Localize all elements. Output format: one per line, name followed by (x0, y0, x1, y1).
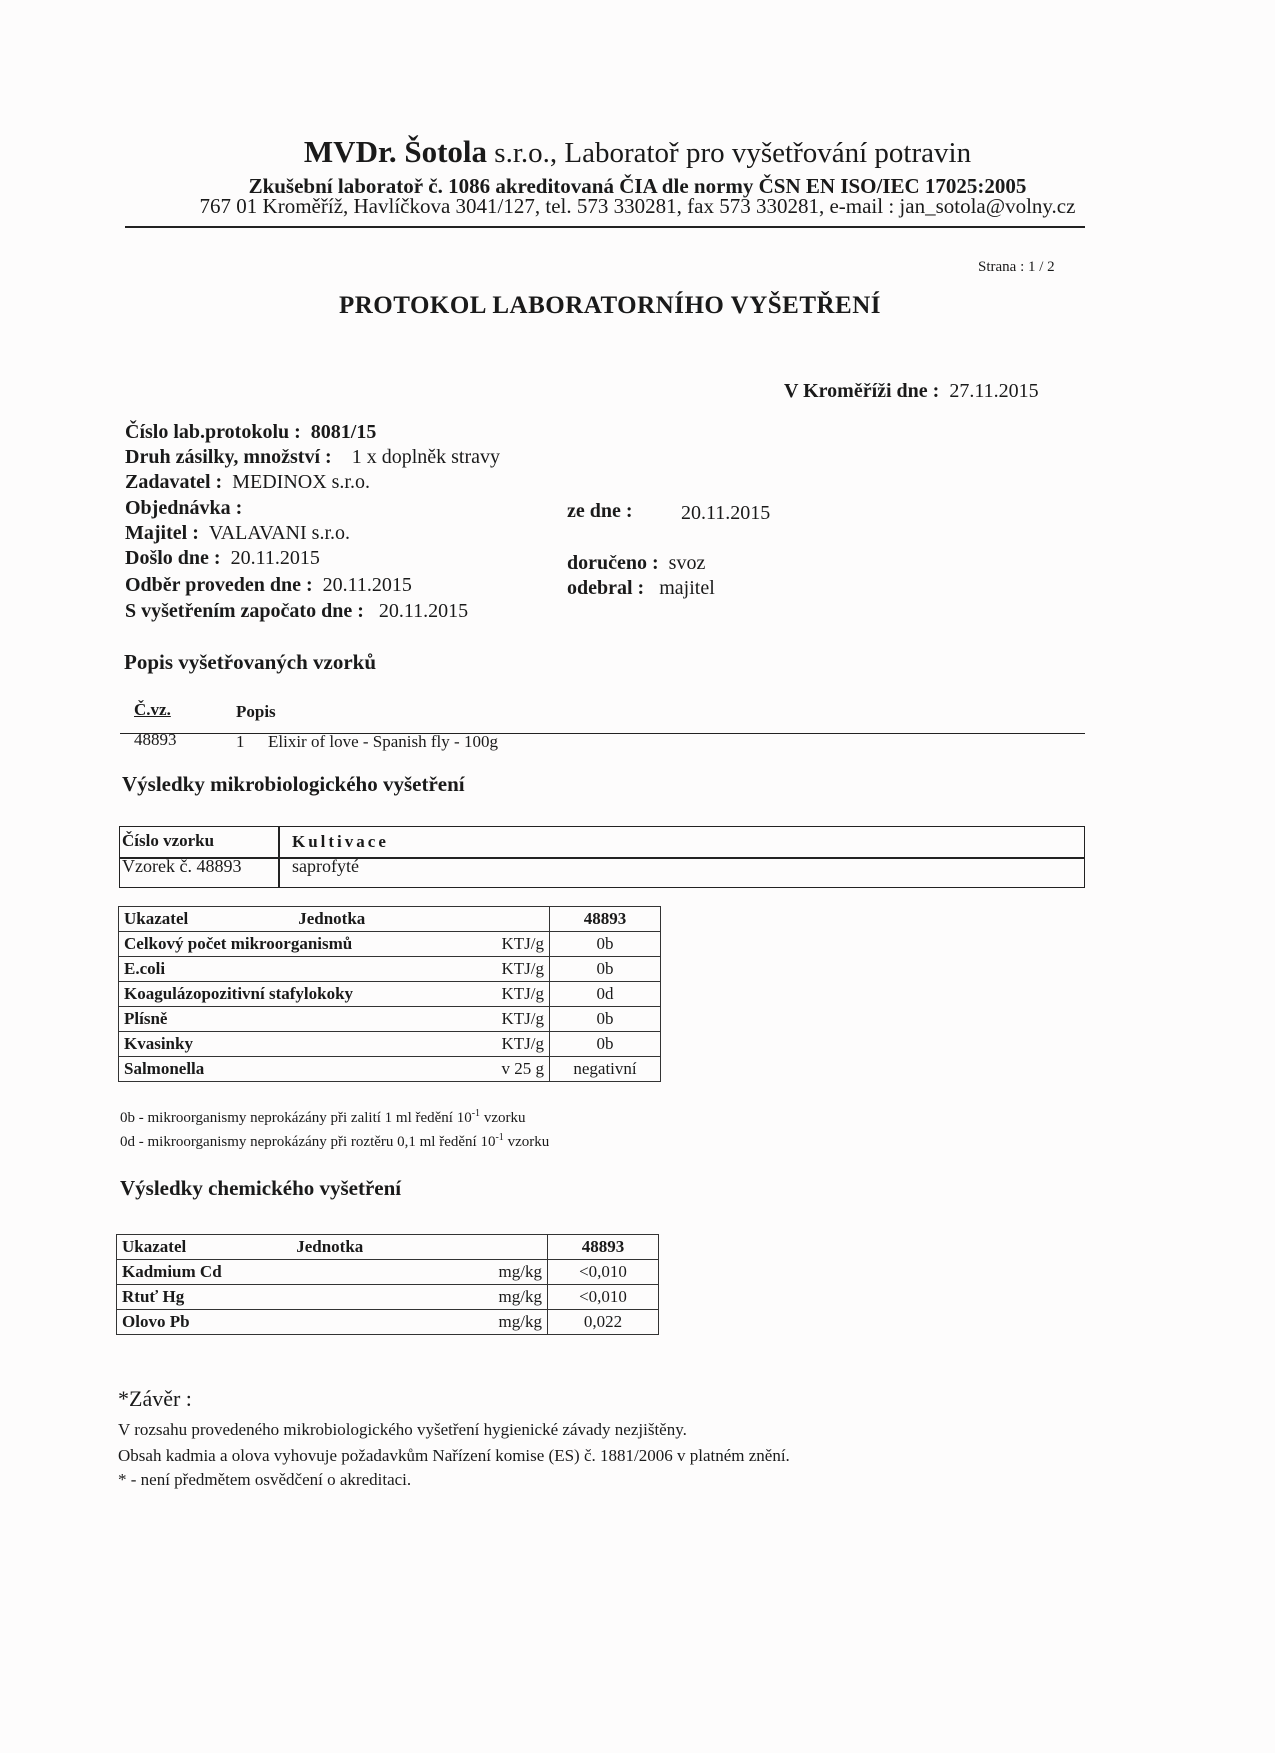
sample-description-header: Popis (236, 702, 276, 721)
page-indicator: Strana : 1 / 2 (978, 259, 1055, 275)
table-row (119, 957, 661, 982)
micro-heading: Výsledky mikrobiologického vyšetření (122, 772, 465, 796)
table-header-row (119, 907, 661, 932)
sampling-date (125, 574, 412, 597)
sample-column-header: 48893 (548, 1235, 659, 1260)
place-date-label: V Kroměříži dne : (784, 380, 940, 402)
protocol-number-label: Číslo lab.protokolu : (125, 421, 301, 443)
shipment-value: 1 x doplněk stravy (351, 446, 500, 468)
indicator-name: Celkový počet mikroorganismů (119, 932, 460, 957)
indicator-name: Kadmium Cd (117, 1260, 458, 1285)
indicator-unit: KTJ/g (459, 932, 550, 957)
order-label: Objednávka : (125, 497, 243, 519)
indicator-unit: v 25 g (459, 1057, 550, 1082)
order-date (567, 500, 633, 523)
firm-description: s.r.o., Laboratoř pro vyšetřování potravin (487, 137, 972, 169)
owner-value: VALAVANI s.r.o. (208, 522, 351, 544)
client (125, 471, 370, 494)
unit-header: Jednotka (296, 1237, 364, 1256)
sample-description: Elixir of love - Spanish fly - 100g (268, 732, 498, 751)
header-divider (125, 226, 1085, 228)
sampled-by (567, 577, 715, 600)
conclusion-line-2: Obsah kadmia a olova vyhovuje požadavkům Nařízení komise (ES) č. 1881/2006 v platném znění. (118, 1446, 790, 1465)
indicator-value: 0b (550, 1032, 661, 1057)
indicator-unit: mg/kg (457, 1285, 548, 1310)
owner (125, 522, 350, 545)
unit-header: Jednotka (298, 909, 366, 928)
indicator-name: Olovo Pb (117, 1310, 458, 1335)
received-value: 20.11.2015 (230, 547, 320, 569)
sample-column-header: 48893 (550, 907, 661, 932)
shipment-type (125, 446, 500, 469)
cultivation-header: Kultivace (292, 832, 389, 851)
indicator-value: 0b (550, 932, 661, 957)
shipment-label: Druh zásilky, množství : (125, 446, 332, 468)
delivered-value: svoz (668, 552, 706, 574)
received-date (125, 547, 320, 570)
footnote-0b: 0b - mikroorganismy neprokázány při zalití 1 ml ředění $10^{-1}$ vzorku (120, 1108, 526, 1126)
sample-number-header: Č.vz. (134, 700, 171, 719)
owner-label: Majitel : (125, 522, 199, 544)
conclusion-line-1: V rozsahu provedeného mikrobiologického vyšetření hygienické závady nezjištěny. (118, 1420, 687, 1439)
order-date-label: ze dne : (567, 500, 633, 522)
sample-count: 1 (236, 732, 245, 751)
indicator-name: Kvasinky (119, 1032, 460, 1057)
table-row (119, 1007, 661, 1032)
conclusion-heading: *Závěr : (118, 1386, 192, 1411)
order (125, 497, 242, 520)
table-row (119, 982, 661, 1007)
indicator-unit: KTJ/g (459, 982, 550, 1007)
indicator-unit: KTJ/g (459, 1007, 550, 1032)
footnote-0d: 0d - mikroorganismy neprokázány při roztěru 0,1 ml ředění $10^{-1}$ vzorku (120, 1132, 550, 1150)
analysis-start-date (125, 600, 468, 623)
cultivation-box (119, 826, 1085, 888)
sampling-value: 20.11.2015 (322, 574, 412, 596)
indicator-value: <0,010 (548, 1285, 659, 1310)
indicator-header: Ukazatel Jednotka (119, 907, 460, 932)
indicator-name: Salmonella (119, 1057, 460, 1082)
table-header-row (117, 1235, 659, 1260)
accreditation-line: Zkušební laboratoř č. 1086 akreditovaná ČIA dle normy ČSN EN ISO/IEC 17025:2005 (248, 174, 1027, 198)
started-value: 20.11.2015 (378, 600, 469, 622)
cultivation-sample-value: Vzorek č. 48893 (122, 856, 242, 876)
indicator-name: Plísně (119, 1007, 460, 1032)
place-date-value: 27.11.2015 (949, 380, 1039, 402)
indicator-name: E.coli (119, 957, 460, 982)
received-label: Došlo dne : (125, 547, 221, 569)
firm-name: MVDr. Šotola (303, 134, 488, 169)
table-row (119, 932, 661, 957)
sampled-by-label: odebral : (567, 577, 645, 599)
started-label: S vyšetřením započato dne : (125, 600, 364, 622)
place-date (784, 380, 1039, 403)
table-row (117, 1260, 659, 1285)
table-row (119, 1032, 661, 1057)
indicator-header: Ukazatel Jednotka (117, 1235, 458, 1260)
indicator-unit: KTJ/g (459, 957, 550, 982)
delivered (567, 552, 705, 575)
indicator-name: Rtuť Hg (117, 1285, 458, 1310)
samples-heading: Popis vyšetřovaných vzorků (124, 650, 376, 674)
table-row (117, 1310, 659, 1335)
indicator-value: 0b (550, 957, 661, 982)
table-row (117, 1285, 659, 1310)
sampled-by-value: majitel (659, 577, 715, 599)
cultivation-row-divider (120, 857, 1084, 859)
protocol-number (125, 421, 376, 444)
micro-results-table (118, 906, 661, 1082)
sample-id: 48893 (134, 730, 177, 749)
samples-divider (120, 733, 1085, 734)
chem-heading: Výsledky chemického vyšetření (120, 1176, 402, 1200)
indicator-value: <0,010 (548, 1260, 659, 1285)
indicator-value: 0b (550, 1007, 661, 1032)
document-title: PROTOKOL LABORATORNÍHO VYŠETŘENÍ (338, 292, 882, 319)
order-date-value: 20.11.2015 (681, 502, 771, 524)
lab-name (0, 134, 1275, 170)
client-value: MEDINOX s.r.o. (232, 471, 370, 493)
delivered-label: doručeno : (567, 552, 659, 574)
sampling-label: Odběr proveden dne : (125, 574, 313, 596)
conclusion-line-3: * - není předmětem osvědčení o akreditaci. (118, 1470, 412, 1489)
table-row (119, 1057, 661, 1082)
indicator-unit: mg/kg (457, 1260, 548, 1285)
chem-results-table (116, 1234, 659, 1335)
indicator-value: 0d (550, 982, 661, 1007)
indicator-name: Koagulázopozitivní stafylokoky (119, 982, 460, 1007)
protocol-number-value: 8081/15 (310, 421, 377, 443)
client-label: Zadavatel : (125, 471, 223, 493)
indicator-unit: KTJ/g (459, 1032, 550, 1057)
cultivation-sample-header: Číslo vzorku (122, 831, 215, 850)
indicator-value: negativní (550, 1057, 661, 1082)
cultivation-value: saprofyté (292, 856, 359, 876)
indicator-value: 0,022 (548, 1310, 659, 1335)
indicator-unit: mg/kg (457, 1310, 548, 1335)
address-line: 767 01 Kroměříž, Havlíčkova 3041/127, tel. 573 330281, fax 573 330281, e-mail : jan_sotola@volny.cz (199, 194, 1076, 218)
